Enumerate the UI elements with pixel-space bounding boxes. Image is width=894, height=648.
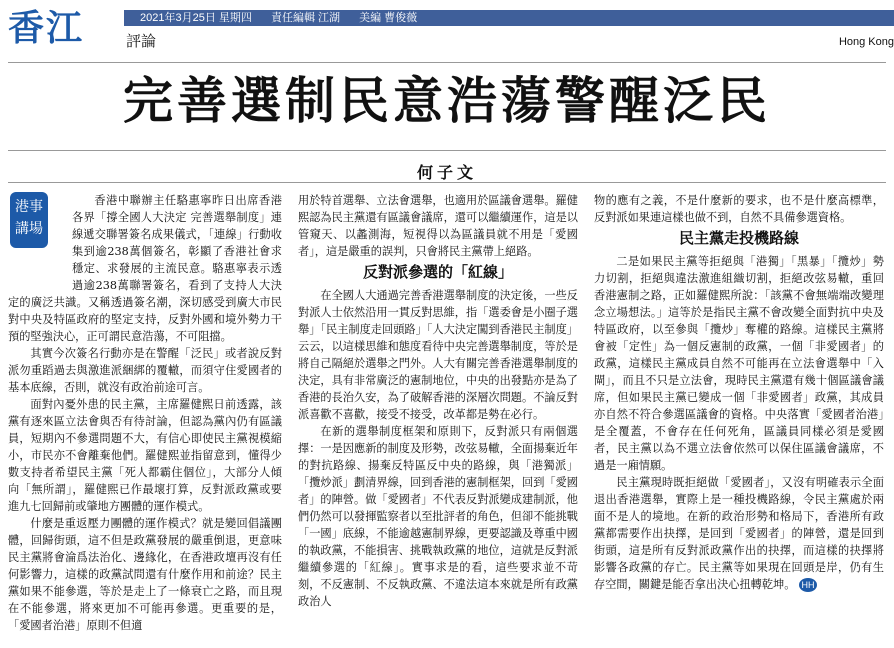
paragraph-text: 民主黨現時既拒絕做「愛國者」，又沒有明確表示全面退出香港選舉，實際上是一種投機路線，令民主黨處於兩面不是人的境地。在新的政治形勢和格局下，香港所有政黨都需要作出抉擇，是回到「愛國者」的陣營，還是回到街頭，這是所有反對派政黨作出的抉擇，而這樣的抉擇將影響各政黨的存亡。民主黨等如果現在回頭是岸，仍有生存空間，關鍵是能否拿出決心扭轉乾坤。 [594,476,884,591]
divider [8,182,886,183]
end-mark-icon: HH [799,578,817,592]
dateline-bar [124,10,894,26]
paragraph: 面對內憂外患的民主黨，主席羅健熙日前透露，該黨有逐來區立法會與否有待討論，但認為黨內仍有區議員，短期內不參選問題不大，有信心即使民主黨視模縮小，市民亦不會離棄他們。羅健熙並指留意到，懂得少數支持者希望民主黨「死人都霸住個位」，大部分人傾向「無所謂」，羅健熙已作最壞打算，反對派政黨或要進九七回歸前或肇地方團體的運作模式。 [8,398,282,513]
masthead-name: 香江 [8,7,85,49]
column-1 [8,192,282,634]
region-label: Hong Kong [838,36,894,48]
subheading: 民主黨走投機路線 [678,229,799,247]
paragraph: 物的應有之義，不是什麼新的要求，也不是什麼高標準，反對派如果連這樣也做不到，自然不具備參選資格。 [594,194,884,224]
paragraph: 在新的選舉制度框架和原則下，反對派只有兩個選擇：一是因應新的制度及形勢，改弦易轍，全面揚棄近年的對抗路線、揚棄反特區反中央的路線，與「港獨派」「攬炒派」劃清界線，回到香港的憲制框架，回到「愛國者」的陣營。做「愛國者」不代表反對派變成建制派，他們仍然可以發揮監察者以至批評者的角色，但卻不能挑戰「一國」底線，不能逾越憲制界線，更要認識及尊重中國的執政黨，不能損害、挑戰執政黨的地位，這就是反對派繼續參選的「紅線」。實事求是的看，這些要求並不苛刻，不反憲制、不反執政黨、不違法這本來就是所有政黨政治人 [298,425,578,608]
paragraph: 香港中聯辦主任駱惠寧昨日出席香港各界「撐全國人大決定 完善選舉制度」連線遞交聯署簽名成果儀式，「連線」行動收集到逾238萬個簽名，彰顯了香港社會求穩定、求發展的主流民意。駱惠寧表示透過逾238萬聯署簽名，看到了支持人大決定的廣泛共識。又稱透過簽名潮，深切感受到廣大市民對中央及特區政府的堅定支持，反對外國和境外勢力干預的堅強決心，正可謂民意浩蕩，不可阻擋。 [8,194,282,343]
section-label: 評論 [126,32,157,50]
paragraph [594,474,884,593]
designer: 美編 曹俊薇 [359,12,418,24]
editor: 責任編輯 江湖 [270,12,341,24]
paragraph: 什麼是重返壓力團體的運作模式？就是變回倡議團體，回歸街頭，這不但是政黨發展的嚴重倒退，更意味民主黨將會淪爲法治化、邊緣化，在香港政壇再沒有任何影響力，這樣的政黨試問還有什麼作用和前途？民主黨如果不能參選，等於是走上了一條衰亡之路，而且現在不能參選，將來更加不可能再參選。更重要的是，「愛國者治港」原則不但適 [8,517,282,632]
divider [8,150,886,151]
subheading: 反對派參選的「紅線」 [362,263,513,281]
column-3 [594,192,884,593]
date: 2021年3月25日 星期四 [140,12,252,24]
byline: 何子文 [416,163,477,182]
headline: 完善選制民意浩蕩警醒泛民 [123,71,771,130]
paragraph: 二是如果民主黨等拒絕與「港獨」「黑暴」「攬炒」勢力切割，拒絕與違法激進組織切割，拒絕改弦易轍，重回香港憲制之路，正如羅健熙所說：「該黨不會無端端改變理念立場想法。」這等於是指民主黨不會改變全面對抗中央及特區政府，以至參與「攬炒」奪權的路線。這樣民主黨將會被「定性」為一個反憲制的政黨，一個「非愛國者」的政黨，這樣民主黨成員自然不可能再在立法會選舉中「入閘」，而且不只是立法會，現時民主黨還有幾十個區議會議席，但如果民主黨已變成一個「非愛國者」政黨，其成員亦自然不符合參選區議會的資格。中央落實「愛國者治港」是全覆蓋，不會存在任何死角，區議員同樣必須是愛國者，民主黨以為不選立法會依然可以保住區議會議席，不過是一廂情願。 [594,255,884,472]
paragraph: 用於特首選舉、立法會選舉，也適用於區議會選舉。羅健熙認為民主黨還有區議會議席，還可以繼續運作，這是以管窺天、以蠡測海，短視得以為區議員就不用是「愛國者」，這是嚴重的誤判，只會將民主黨帶上絕路。 [298,194,578,258]
badge-line: 港事 [15,199,43,215]
paragraph: 在全國人大通過完善香港選舉制度的決定後，一些反對派人士依然沿用一貫反對思維，指「選委會是小圈子選舉」「民主制度走回頭路」「人大決定闖到香港民主制度」云云，以這樣思維和態度看待中央完善選舉制度，等於是將自己隔絕於選舉之門外。人大有關完善香港選舉制度的決定，具有非常廣泛的憲制地位，中央的出發點亦是為了香港的長治久安，為了破解香港的深層次問題。不論反對派喜歡不喜歡，接受不接受，改革都是勢在必行。 [298,289,578,421]
divider [8,62,886,63]
badge-line: 講場 [15,221,43,237]
column-2 [298,192,578,610]
paragraph: 其實今次簽名行動亦是在警醒「泛民」或者說反對派勿重蹈過去與激進派綑綁的覆轍，而須守住愛國者的基本底線，否則，就沒有政治前途可言。 [8,347,282,394]
